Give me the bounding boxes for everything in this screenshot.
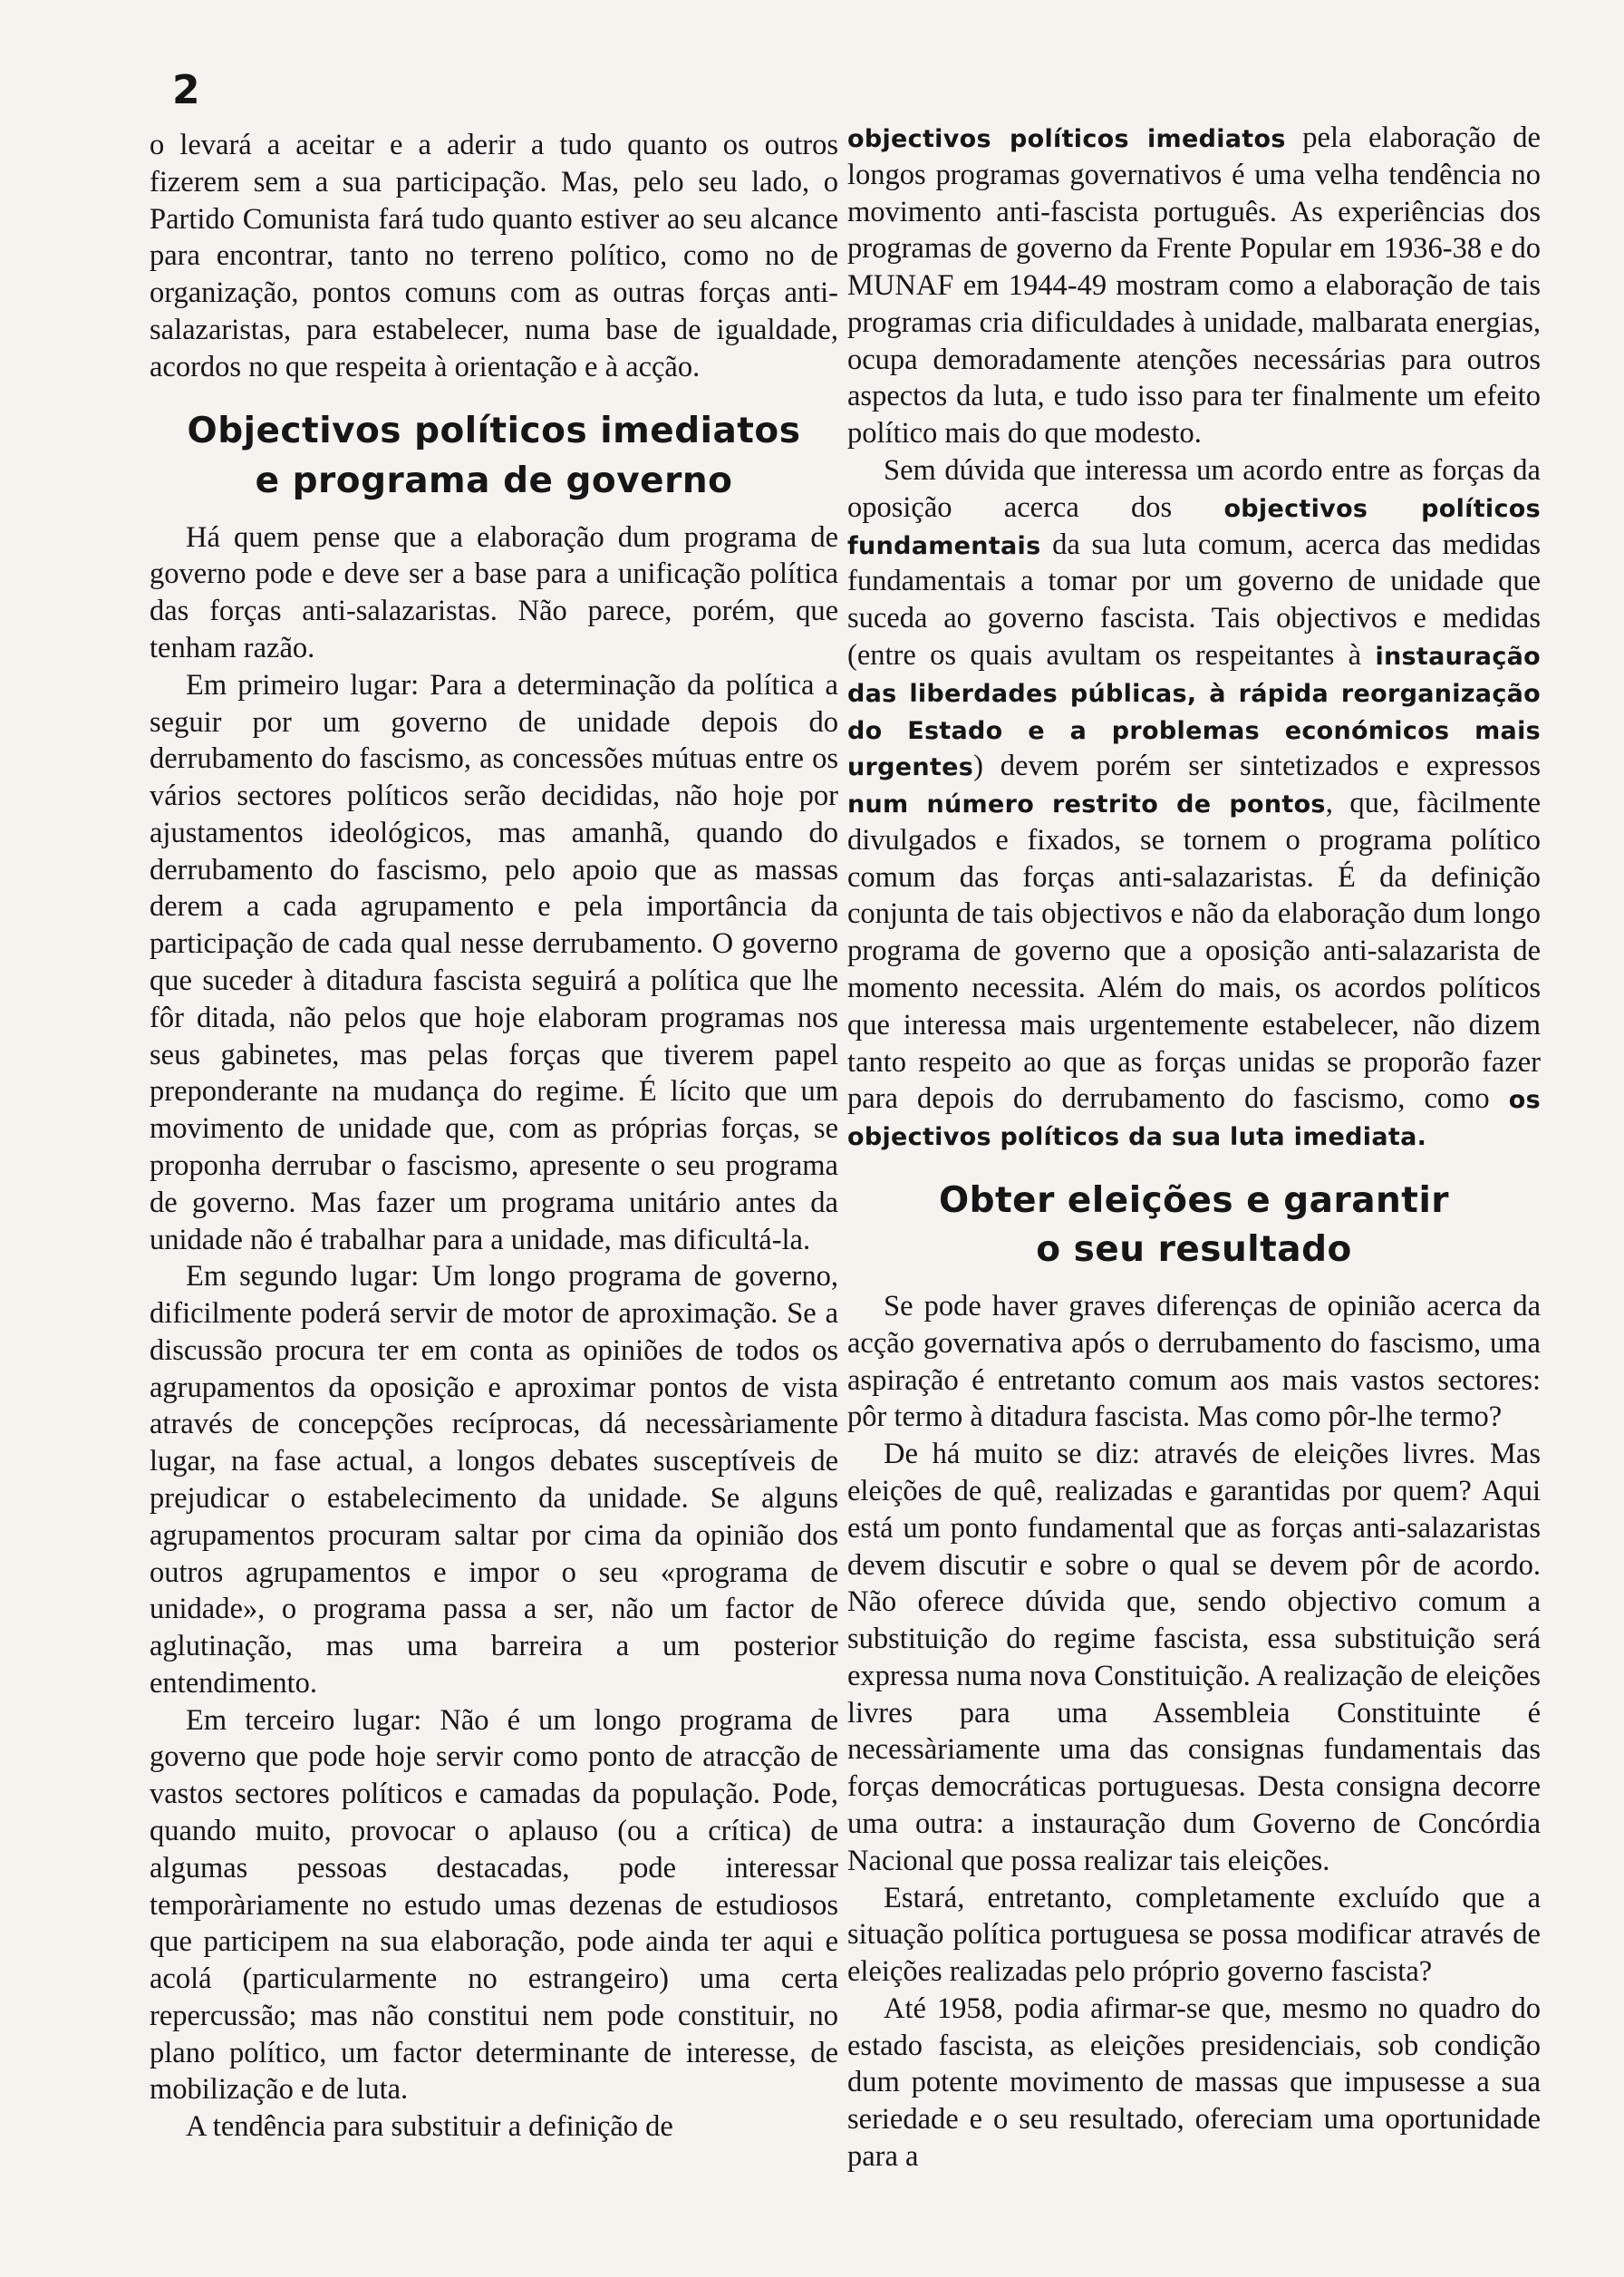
emphasis-text: os objectivos políticos da sua luta imediata. (847, 1086, 1541, 1152)
section-heading (150, 407, 838, 506)
paragraph: o levará a aceitar e a aderir a tudo quanto os outros fizerem sem a sua participação. Mas, pelo seu lado, o Partido Comunista fará tudo quanto estiver ao seu alcance para encontrar, tanto no terreno político, como no de organização, pontos comuns com as outras forças anti-salazaristas, para estabelecer, numa base de igualdade, acordos no que respeita à orientação e à acção. (150, 129, 838, 383)
paragraph: Há quem pense que a elaboração dum programa de governo pode e deve ser a base para a unificação política das forças anti-salazaristas. Não parece, porém, que tenham razão. (150, 520, 838, 664)
paragraph-text: ) devem porém ser sintetizados e expressos (973, 750, 1541, 783)
paragraph: Em segundo lugar: Um longo programa de governo, dificilmente poderá servir de motor de aproximação. Se a discussão procura ter em conta as opiniões de todos os agrupamentos da oposição e aproximar pontos de vista através de concepções recíprocas, dá necessàriamente lugar, na fase actual, a longos debates susceptíveis de prejudicar o estabelecimento da unidade. Se alguns agrupamentos procuram saltar por cima da opinião dos outros agrupamentos e impor o seu «programa de unidade», o programa passa a ser, não um factor de aglutinação, mas uma barreira a um posterior entendimento. (150, 1260, 838, 1700)
paragraph-text: Sem dúvida que interessa um acordo entre as forças da oposição acerca dos (847, 454, 1541, 524)
paragraph: De há muito se diz: através de eleições livres. Mas eleições de quê, realizadas e garantidas por quem? Aqui está um ponto fundamental que as forças anti-salazaristas devem discutir e sobre o qual se devem pôr de acordo. Não oferece dúvida que, sendo objectivo comum a substituição do regime fascista, essa substituição será expressa numa nova Constituição. A realização de eleições livres para uma Assembleia Constituinte é necessàriamente uma das consignas fundamentais das forças democráticas portuguesas. Desta consigna decorre uma outra: a instauração dum Governo de Concórdia Nacional que possa realizar tais eleições. (847, 1438, 1541, 1877)
emphasis-text: num número restrito de pontos (847, 790, 1326, 819)
section-heading (847, 1177, 1541, 1275)
emphasis-text: objectivos políticos imediatos (847, 125, 1286, 153)
section-heading-line: Obter eleições e garantir (938, 1179, 1450, 1221)
paragraph-text: da sua luta comum, acerca das medidas fundamentais a tomar por um governo de unidade que suceda ao governo fascista. Tais objectivos e medidas (entre os quais avultam os respeitantes à (847, 528, 1541, 672)
paragraph-text: pela elaboração de longos programas governativos é uma velha tendência no movimento anti-fascista português. As experiências dos programas de governo da Frente Popular em 1936-38 e do MUNAF em 1944-49 mostram como a elaboração de tais programas cria dificuldades à unidade, malbarata energias, ocupa demoradamente atenções necessárias para outros aspectos da luta, e tudo isso para ter finalmente um efeito político mais do que modesto. (847, 121, 1541, 451)
left-column (150, 127, 838, 2146)
section-heading-line: e programa de governo (255, 460, 733, 502)
section-heading-line: Objectivos políticos imediatos (187, 411, 801, 452)
paragraph: A tendência para substituir a definição de (186, 2110, 673, 2144)
paragraph: Até 1958, podia afirmar-se que, mesmo no quadro do estado fascista, as eleições presidenciais, sob condição dum potente movimento de massas que impusesse a sua seriedade e o seu resultado, ofereciam uma oportunidade para a (847, 1991, 1541, 2174)
paragraph (847, 452, 1541, 1155)
paragraph: Em terceiro lugar: Não é um longo programa de governo que pode hoje servir como ponto de atracção de vastos sectores políticos e camadas da população. Pode, quando muito, provocar o aplauso (ou a crítica) de algumas pessoas destacadas, pode interessar temporàriamente no estudo umas dezenas de estudiosos que participem na sua elaboração, pode ainda ter aqui e acolá (particularmente no estrangeiro) uma certa repercussão; mas não constitui nem pode constituir, no plano político, um factor determinante de interesse, de mobilização e de luta. (150, 1703, 838, 2107)
paragraph-text: , que, fàcilmente divulgados e fixados, se tornem o programa político comum das forças anti-salazaristas. É da definição conjunta de tais objectivos e não da elaboração dum longo programa de governo que a oposição anti-salazarista de momento necessita. Além do mais, os acordos políticos que interessa mais urgentemente estabelecer, não dizem tanto respeito ao que as forças unidas se proporão fazer para depois do derrubamento do fascismo, como (847, 787, 1541, 1116)
right-column (847, 120, 1541, 2175)
emphasis-text: objectivos políticos fundamentais (847, 494, 1542, 560)
page-number: 2 (172, 67, 200, 113)
paragraph: Se pode haver graves diferenças de opinião acerca da acção governativa após o derrubamento do fascismo, uma aspiração é entretanto comum aos mais vastos sectores: pôr termo à ditadura fascista. Mas como pôr-lhe termo? (847, 1290, 1541, 1434)
paragraph: Em primeiro lugar: Para a determinação da política a seguir por um governo de unidade depois do derrubamento do fascismo, as concessões mútuas entre os vários sectores políticos serão decididas, não hoje por ajustamentos ideológicos, mas amanhã, quando do derrubamento do fascismo, pelo apoio que as massas derem a cada agrupamento e pela importância da participação de cada qual nesse derrubamento. O governo que suceder à ditadura fascista seguirá a política que lhe fôr ditada, não pelos que hoje elaboram programas nos seus gabinetes, mas pelas forças que tiverem papel preponderante na mudança do regime. É lícito que um movimento de unidade que, com as próprias forças, se proponha derrubar o fascismo, apresente o seu programa de governo. Mas fazer um programa unitário antes da unidade não é trabalhar para a unidade, mas dificultá-la. (150, 668, 838, 1256)
section-heading-line: o seu resultado (1036, 1229, 1352, 1271)
paragraph (847, 120, 1541, 452)
emphasis-text: instauração das liberdades públicas, à rápida reorganização do Estado e a problemas económicos mais urgentes (847, 642, 1541, 782)
paragraph: Estará, entretanto, completamente excluído que a situação política portuguesa se possa modificar através de eleições realizadas pelo próprio governo fascista? (847, 1881, 1541, 1989)
